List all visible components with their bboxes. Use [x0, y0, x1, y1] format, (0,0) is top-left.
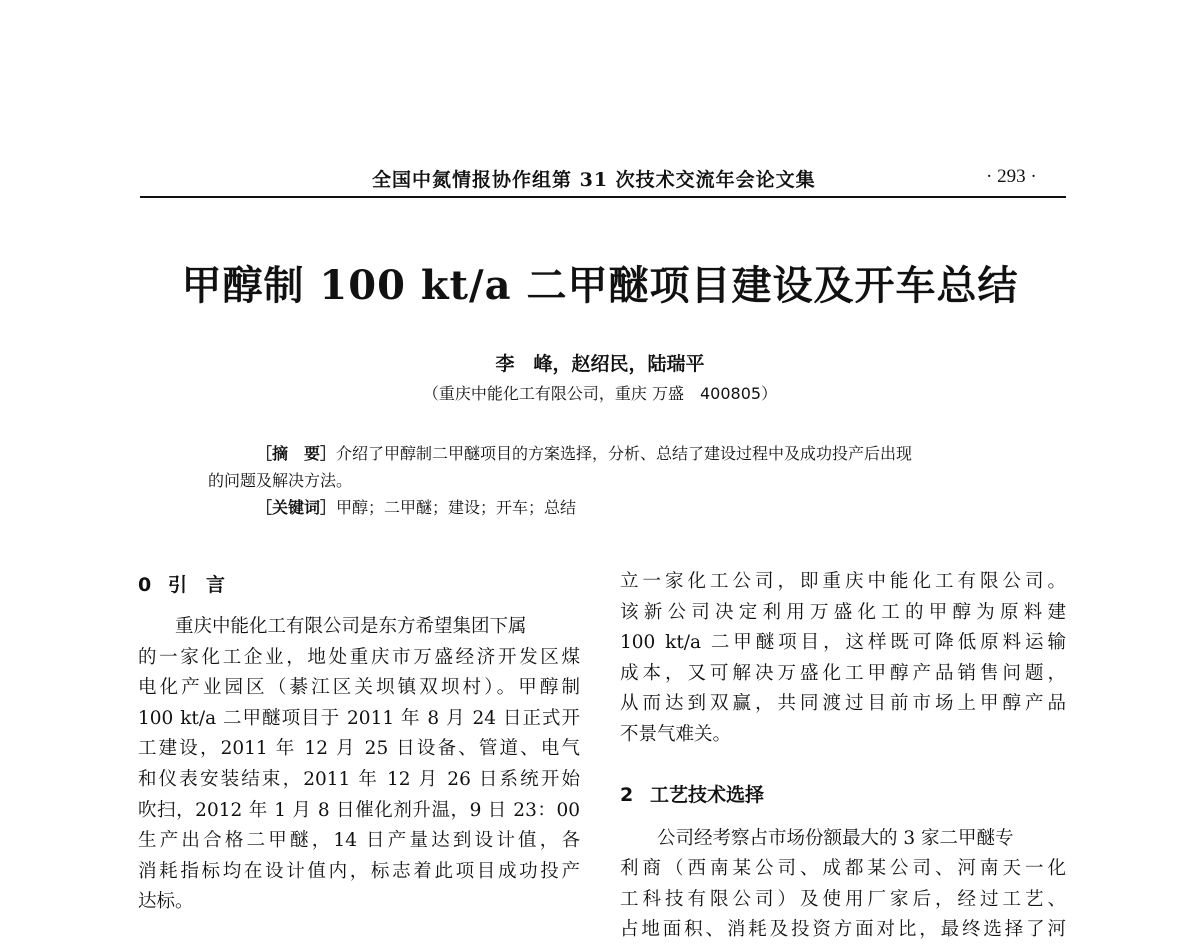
keywords-label: ［关键词］: [256, 498, 337, 517]
body-line: 100 kt/a 二甲醚项目于 2011 年 8 月 24 日正式开: [138, 707, 580, 729]
right-column: [620, 567, 1066, 946]
running-header: 全国中氮情报协作组第 31 次技术交流年会论文集: [372, 169, 816, 191]
body-line: 生产出合格二甲醚，14 日产量达到设计值，各: [138, 830, 580, 852]
body-line: 占地面积、消耗及投资方面对比，最终选择了河: [620, 919, 1066, 941]
body-line: 该新公司决定利用万盛化工的甲醇为原料建: [620, 601, 1066, 623]
body-line: 工科技有限公司）及使用厂家后，经过工艺、: [620, 888, 1066, 910]
body-line: 从而达到双赢，共同渡过目前市场上甲醇产品: [620, 693, 1066, 715]
section-title: 工艺技术选择: [650, 783, 765, 806]
body-line: 工建设，2011 年 12 月 25 日设备、管道、电气: [138, 738, 580, 760]
abstract-block: [208, 440, 998, 521]
header-rule: [140, 196, 1066, 198]
paper-title: 甲醇制 100 kt/a 二甲醚项目建设及开车总结: [181, 262, 1019, 309]
left-column: [138, 570, 580, 918]
abstract-line: 的问题及解决方法。: [208, 471, 353, 490]
body-line: 吹扫，2012 年 1 月 8 日催化剂升温，9 日 23：00: [138, 799, 580, 821]
body-line: 消耗指标均在设计值内，标志着此项目成功投产: [138, 860, 580, 882]
body-line: 立一家化工公司，即重庆中能化工有限公司。: [620, 571, 1066, 592]
abstract-text: 介绍了甲醇制二甲醚项目的方案选择，分析、总结了建设过程中及成功投产后出现: [336, 444, 913, 463]
page-number: · 293 ·: [986, 166, 1037, 187]
section-number: 2: [620, 783, 634, 806]
body-line: 利商（西南某公司、成都某公司、河南天一化: [620, 858, 1066, 880]
body-line: 成本，又可解决万盛化工甲醇产品销售问题，: [620, 662, 1066, 684]
affiliation: （重庆中能化工有限公司，重庆 万盛 400805）: [422, 384, 778, 403]
abstract-line: [208, 440, 998, 467]
body-line: 电化产业园区（綦江区关坝镇双坝村）。甲醇制: [138, 677, 580, 699]
body-line: 不景气难关。: [620, 723, 732, 745]
body-line: 公司经考察占市场份额最大的 3 家二甲醚专: [657, 827, 1014, 849]
continued-paragraph: [620, 567, 1066, 751]
introduction-paragraph: [138, 612, 580, 918]
section-heading-introduction: [138, 570, 580, 598]
keywords-text: 甲醇；二甲醚；建设；开车；总结: [336, 498, 577, 517]
section-heading-process-selection: [620, 780, 1066, 808]
body-line: 和仪表安装结束，2011 年 12 月 26 日系统开始: [138, 768, 580, 790]
keywords-line: [208, 494, 998, 521]
abstract-label: ［摘 要］: [256, 444, 337, 463]
body-line: 重庆中能化工有限公司是东方希望集团下属: [175, 616, 527, 637]
process-paragraph: [620, 824, 1066, 946]
author-list: 李 峰，赵绍民，陆瑞平: [495, 353, 705, 375]
section-number: 0: [138, 574, 152, 596]
body-line: 达标。: [138, 891, 194, 913]
body-line: 的一家化工企业，地处重庆市万盛经济开发区煤: [138, 646, 580, 668]
body-line: 100 kt/a 二甲醚项目，这样既可降低原料运输: [620, 632, 1066, 654]
section-title: 引 言: [168, 574, 226, 596]
